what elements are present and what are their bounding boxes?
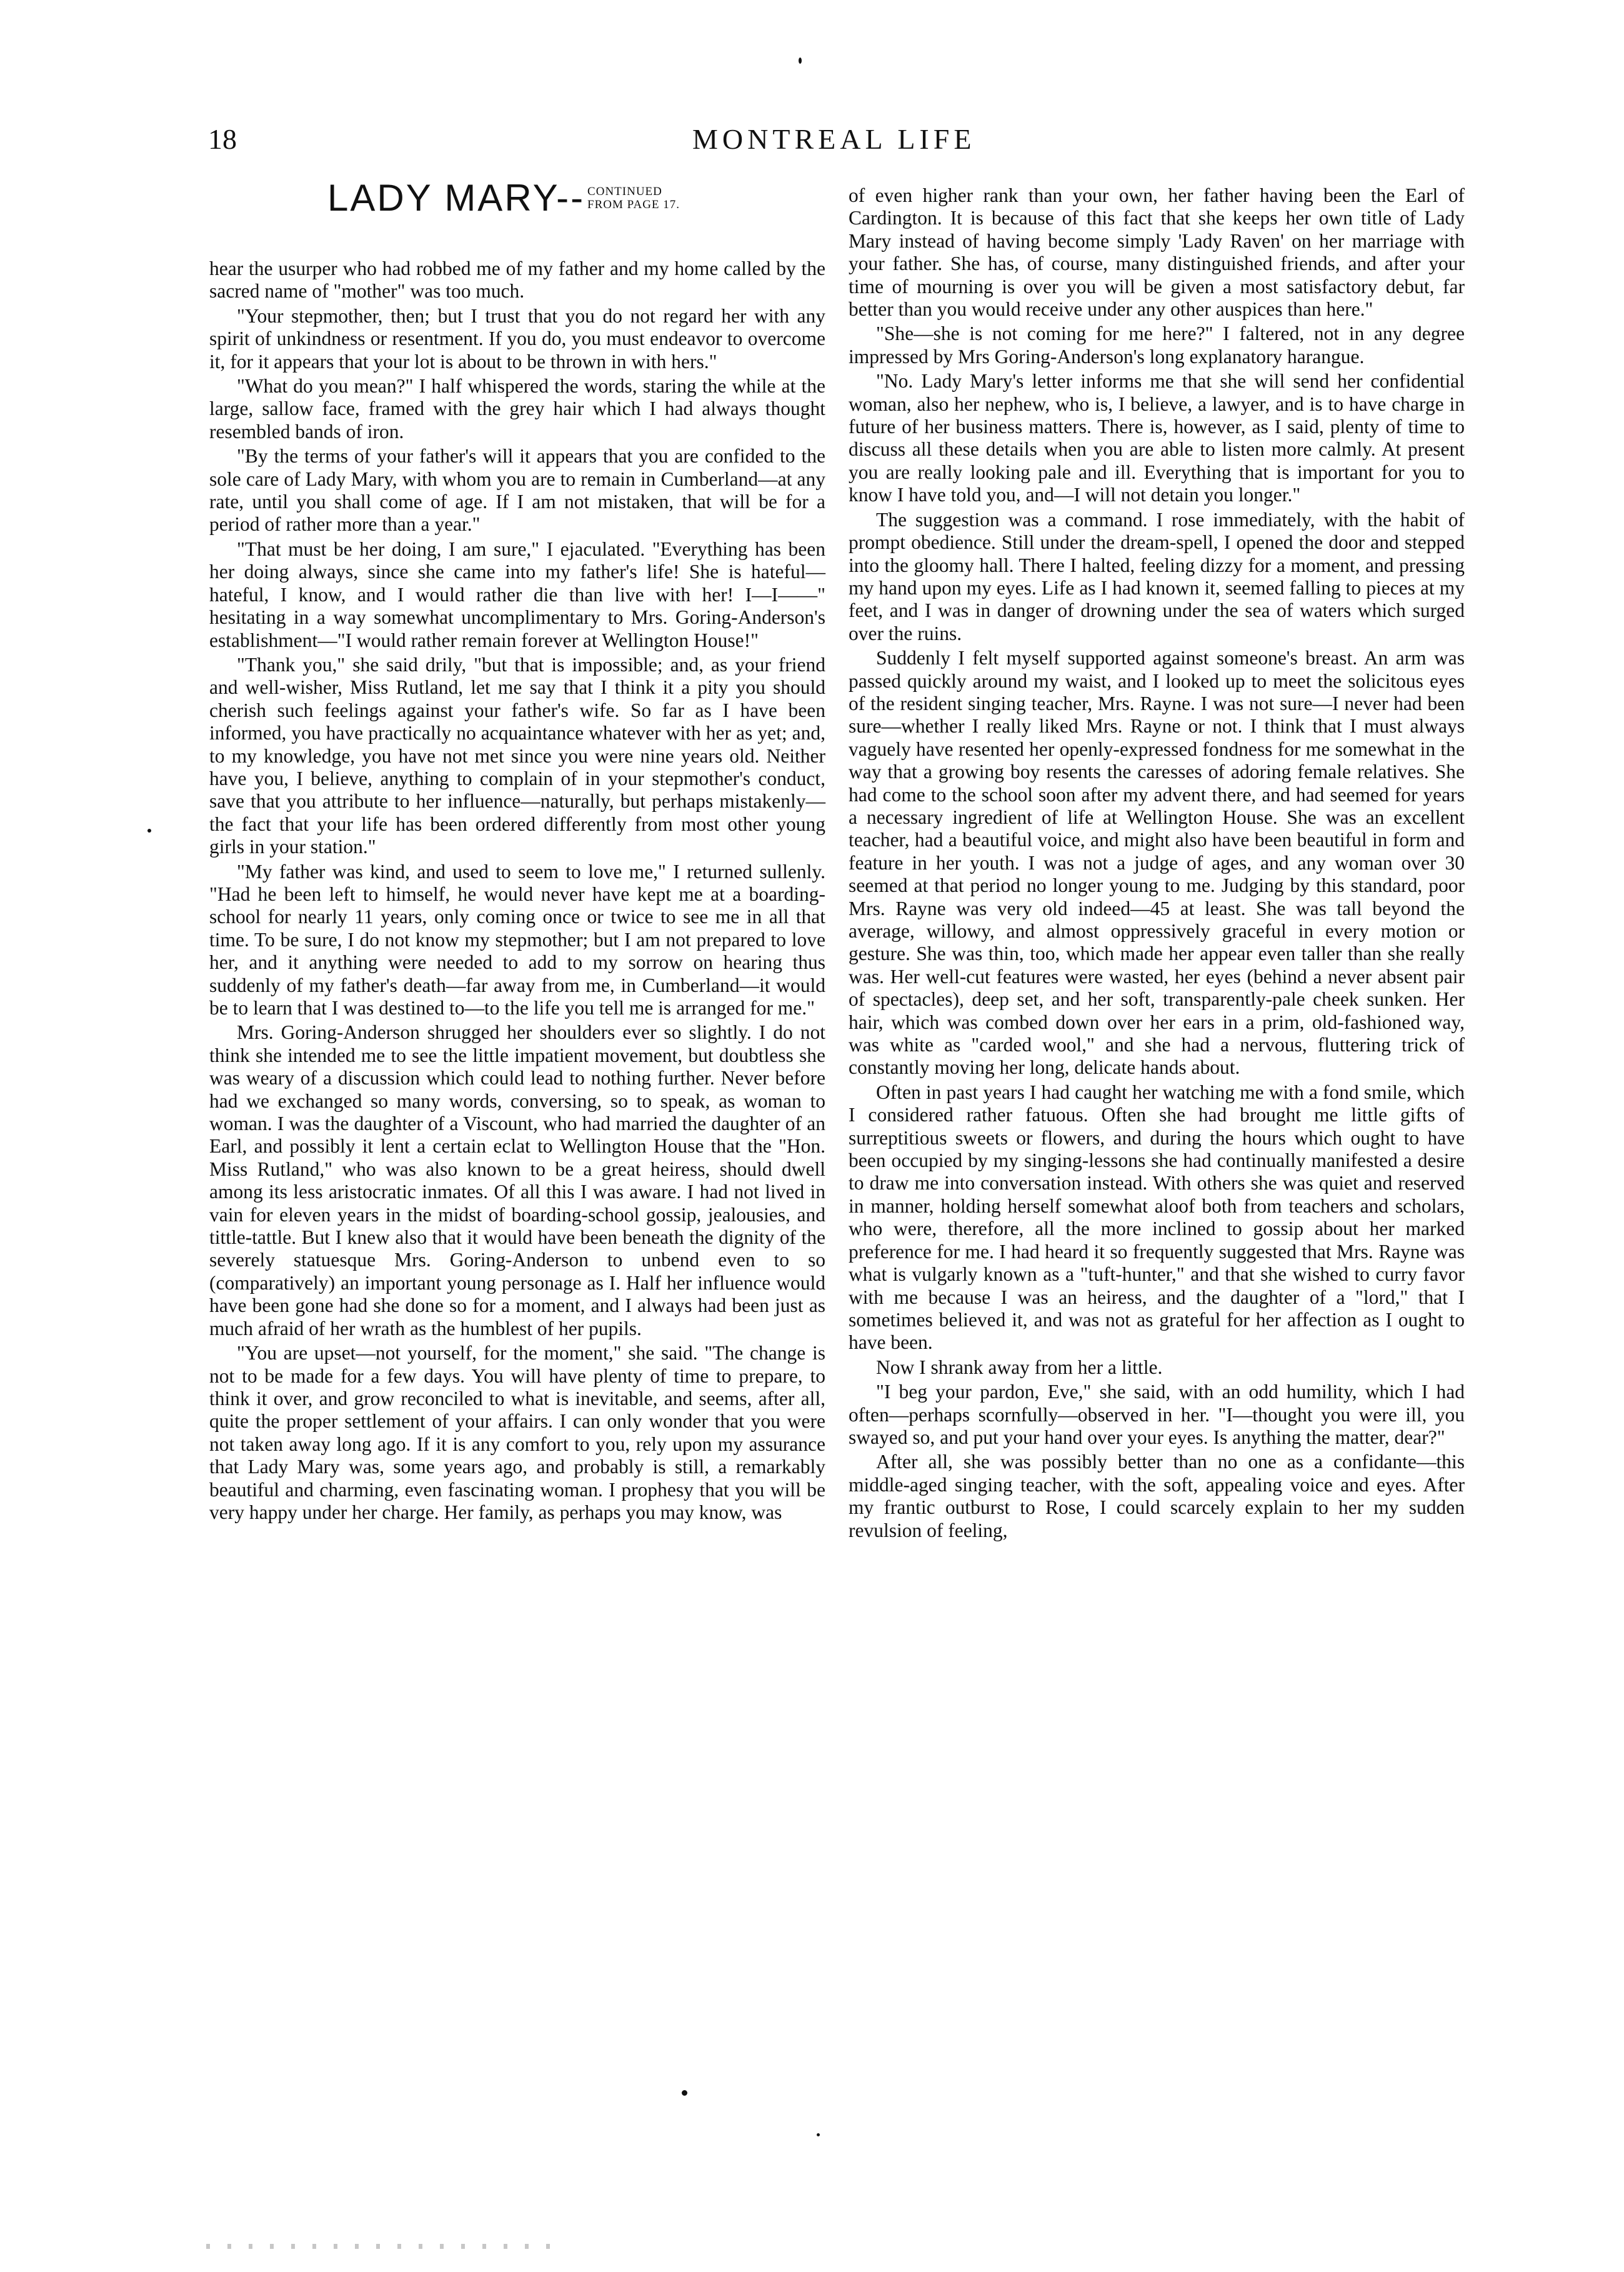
bottom-print-smudge [206, 2244, 556, 2249]
left-column [209, 258, 825, 2108]
paragraph: "That must be her doing, I am sure," I ejaculated. "Everything has been her doing always, since she came into my father's life! She is hateful—hateful, I know, and I would rather die than live with her! I—I——" hesitating in a way somewhat uncomplimentary to Mrs. Goring-Anderson's establishment—"I would rather remain forever at Wellington House!" [209, 538, 825, 651]
paragraph: Often in past years I had caught her watching me with a fond smile, which I considered rather fatuous. Often she had brought me little gifts of surreptitious sweets or flowers, and during the hours which ought to have been occupied by my singing-lessons she had continually manifested a desire to draw me into conversation instead. With others she was quiet and reserved in manner, holding herself somewhat aloof both from teachers and scholars, who were, therefore, all the more inclined to gossip about her marked preference for me. I had heard it so frequently suggested that Mrs. Rayne was what is vulgarly known as a "tuft-hunter," and that she wished to curry favor with me because I was an heiress, and the daughter of a "lord," that I sometimes believed it, and was not as grateful for her affection as I ought to have been. [849, 1081, 1465, 1354]
print-speck [147, 829, 151, 833]
paragraph: Suddenly I felt myself supported against someone's breast. An arm was passed quickly around my waist, and I looked up to meet the solicitous eyes of the resident singing teacher, Mrs. Rayne. I was not sure—I never had been sure—whether I really liked Mrs. Rayne or not. I think that I must always vaguely have resented her openly-expressed fondness for me somewhat in the way that a growing boy resents the caresses of adoring female relatives. She had come to the school soon after my advent there, and had seemed for years a necessary ingredient of life at Wellington House. She was an excellent teacher, had a beautiful voice, and might also have been beautiful in form and feature in her youth. I was not a judge of ages, and any woman over 30 seemed at that period no longer young to me. Judging by this standard, poor Mrs. Rayne was very old indeed—45 at least. She was tall beyond the average, willowy, and almost oppressively graceful in every motion or gesture. She was thin, too, which made her appear even taller than she really was. Her well-cut features were wasted, her eyes (behind a never absent pair of spectacles), deep set, and her soft, transparently-pale cheek sunken. Her hair, which was combed down over her ears in a prim, old-fashioned way, was white as "carded wool," and she had a nervous, fluttering trick of constantly moving her long, delicate hands about. [849, 647, 1465, 1079]
paragraph: "Thank you," she said drily, "but that is impossible; and, as your friend and well-wisher, Miss Rutland, let me say that I think it a pity you should cherish such feelings against your father's wife. So far as I have been informed, you have practically no acquaintance whatever with her as yet; and, to my knowledge, you have not met since you were nine years old. Neither have you, I believe, anything to complain of in your stepmother's conduct, save that you attribute to her influence—naturally, but perhaps mistakenly—the fact that your life has been ordered differently from most other young girls in your station." [209, 653, 825, 858]
paragraph: "Your stepmother, then; but I trust that you do not regard her with any spirit of unkindness or resentment. If you do, you must endeavor to overcome it, for it appears that your lot is about to be thrown in with hers." [209, 304, 825, 373]
paragraph: After all, she was possibly better than no one as a confidante—this middle-aged singing teacher, with the soft, appealing voice and eyes. After my frantic outburst to Rose, I could scarcely explain to her my sudden revulsion of feeling, [849, 1451, 1465, 1541]
story-title-text: LADY MARY-- [327, 177, 585, 219]
paragraph: hear the usurper who had robbed me of my father and my home called by the sacred name of "mother" was too much. [209, 258, 825, 303]
paragraph: "I beg your pardon, Eve," she said, with an odd humility, which I had often—perhaps scornfully—observed in her. "I—thought you were ill, you swayed so, and put your hand over your eyes. Is anything the matter, dear?" [849, 1381, 1465, 1448]
page-number: 18 [208, 123, 237, 155]
continued-note-line2: FROM PAGE 17. [587, 198, 680, 211]
print-speck [682, 2090, 687, 2096]
paragraph: "By the terms of your father's will it appears that you are confided to the sole care of Lady Mary, with whom you are to remain in Cumberland—at any rate, until you shall come of age. If I am not mistaken, that will be for a period of rather more than a year." [209, 445, 825, 536]
paragraph: "She—she is not coming for me here?" I faltered, not in any degree impressed by Mrs Goring-Anderson's long explanatory harangue. [849, 323, 1465, 368]
continued-note-line1: CONTINUED [587, 184, 662, 198]
print-speck [817, 2133, 820, 2136]
paragraph: "What do you mean?" I half whispered the words, staring the while at the large, sallow face, framed with the grey hair which I had always thought resembled bands of iron. [209, 375, 825, 443]
print-speck [799, 58, 802, 64]
paragraph: of even higher rank than your own, her father having been the Earl of Cardington. It is because of this fact that she keeps her own title of Lady Mary instead of having become simply 'Lady Raven' on her marriage with your father. She has, of course, many distinguished friends, and after your time of mourning is over you will be given a most satisfactory debut, far better than you would receive under any other auspices than here." [849, 184, 1465, 321]
paragraph: "You are upset—not yourself, for the moment," she said. "The change is not to be made for a few days. You will have plenty of time to prepare, to think it over, and grow reconciled to what is inevitable, and seems, after all, quite the proper settlement of your affairs. I can only wonder that you were not taken away long ago. If it is any comfort to you, rely upon my assurance that Lady Mary was, some years ago, and probably is still, a remarkably beautiful and charming, even fascinating woman. I prophesy that you will be very happy under her charge. Her family, as perhaps you may know, was [209, 1342, 825, 1523]
paragraph: "My father was kind, and used to seem to love me," I returned sullenly. "Had he been left to himself, he would never have kept me at a boarding-school for nearly 11 years, only coming once or twice to see me in all that time. To be sure, I do not know my stepmother; but I am not prepared to love her, and it anything were needed to add to my sorrow on hearing thus suddenly of my father's death—far away from me, in Cumberland—it would be to learn that I was destined to—to the life you tell me is arranged for me." [209, 860, 825, 1019]
running-title: MONTREAL LIFE [692, 123, 976, 155]
paragraph: "No. Lady Mary's letter informs me that she will send her confidential woman, also her nephew, who is, I believe, a lawyer, and is to have charge in future of her business matters. There is, however, as I said, plenty of time to discuss all these details when you are able to listen more calmly. At present you are really looking pale and ill. Everything that is important for you to know I have told you, and—I will not detain you longer." [849, 370, 1465, 506]
paragraph: Now I shrank away from her a little. [876, 1356, 1163, 1378]
story-title [327, 176, 680, 219]
continued-note [587, 185, 680, 211]
right-column [849, 184, 1465, 2091]
paragraph: The suggestion was a command. I rose immediately, with the habit of prompt obedience. Still under the dream-spell, I opened the door and stepped into the gloomy hall. There I halted, feeling dizzy for a moment, and pressing my hand upon my eyes. Life as I had known it, seemed falling to pieces at my feet, and I was in danger of drowning under the sea of waters which surged over the ruins. [849, 508, 1465, 644]
paragraph: Mrs. Goring-Anderson shrugged her shoulders ever so slightly. I do not think she intended me to see the little impatient movement, but doubtless she was weary of a discussion which could lead to nothing further. Never before had we exchanged so many words, conversing, so to speak, as woman to woman. I was the daughter of a Viscount, who had married the daughter of an Earl, and possibly it lent a certain eclat to Wellington House that the "Hon. Miss Rutland," who was also known to be a great heiress, should dwell among its less aristocratic inmates. Of all this I was aware. I had not lived in vain for eleven years in the midst of boarding-school gossip, jealousies, and tittle-tattle. But I knew also that it would have been beneath the dignity of the severely statuesque Mrs. Goring-Anderson to unbend even to so (comparatively) an important young personage as I. Half her influence would have been gone had she done so for a moment, and I always had been just as much afraid of her wrath as the humblest of her pupils. [209, 1021, 825, 1339]
